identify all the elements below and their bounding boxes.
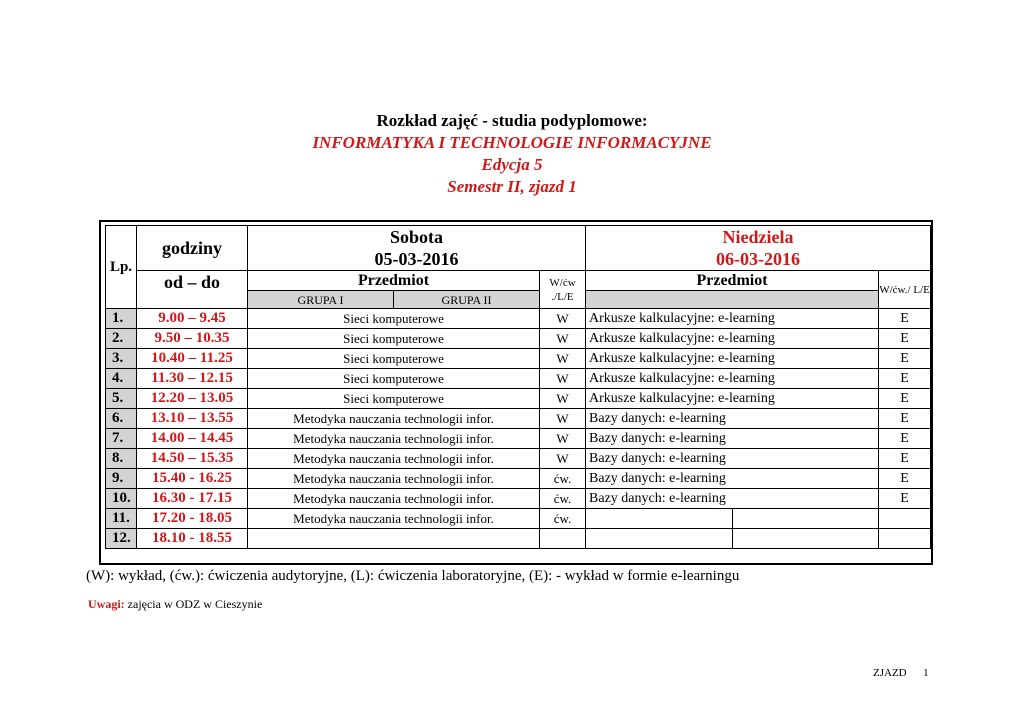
saturday-subject: Metodyka nauczania technologii infor.: [248, 469, 540, 489]
row-number: 3.: [106, 349, 137, 369]
page-number: 1: [923, 667, 929, 679]
sunday-type: E: [879, 409, 931, 429]
title-line: Rozkład zajęć - studia podyplomowe:: [376, 111, 648, 130]
row-number: 8.: [106, 449, 137, 469]
row-hours: 14.00 – 14.45: [137, 429, 248, 449]
edition: Edycja 5: [481, 155, 543, 174]
sunday-type: E: [879, 329, 931, 349]
sunday-type: E: [879, 449, 931, 469]
sunday-subject: Arkusze kalkulacyjne: e-learning: [586, 349, 879, 369]
group-1-header: GRUPA I: [248, 291, 394, 309]
saturday-type: W: [540, 449, 586, 469]
row-hours: 11.30 – 12.15: [137, 369, 248, 389]
saturday-type: W: [540, 389, 586, 409]
saturday-subject: Sieci komputerowe: [248, 349, 540, 369]
saturday-type: W: [540, 409, 586, 429]
saturday-type: W: [540, 349, 586, 369]
sunday-subject: [586, 509, 733, 529]
semester: Semestr II, zjazd 1: [447, 177, 577, 196]
saturday-type: [540, 529, 586, 549]
row-number: 6.: [106, 409, 137, 429]
table-row: [106, 469, 931, 489]
program-name: INFORMATYKA I TECHNOLOGIE INFORMACYJNE: [312, 133, 712, 152]
sunday-type: [879, 529, 931, 549]
sunday-subject: Bazy danych: e-learning: [586, 429, 879, 449]
sunday-subject: Arkusze kalkulacyjne: e-learning: [586, 369, 879, 389]
sunday-subject-extra: [733, 529, 879, 549]
sunday-type: E: [879, 389, 931, 409]
saturday-type: W: [540, 429, 586, 449]
table-row: [106, 389, 931, 409]
sunday-type: E: [879, 369, 931, 389]
saturday-type: ćw.: [540, 489, 586, 509]
saturday-subject: Metodyka nauczania technologii infor.: [248, 429, 540, 449]
table-row: [106, 309, 931, 329]
sunday-subject-header: Przedmiot: [586, 271, 879, 291]
row-number: 12.: [106, 529, 137, 549]
sunday-subject-extra: [733, 509, 879, 529]
sunday-subject: Arkusze kalkulacyjne: e-learning: [586, 389, 879, 409]
saturday-type: W: [540, 369, 586, 389]
sunday-type: E: [879, 349, 931, 369]
hours-header-line1: godziny: [137, 226, 248, 271]
saturday-type-header: W/ćw ./L/E: [540, 271, 586, 309]
saturday-date: 05-03-2016: [248, 248, 586, 271]
table-row: [106, 529, 931, 549]
row-hours: 14.50 – 15.35: [137, 449, 248, 469]
saturday-type: ćw.: [540, 469, 586, 489]
row-hours: 15.40 - 16.25: [137, 469, 248, 489]
row-hours: 9.00 – 9.45: [137, 309, 248, 329]
row-number: 9.: [106, 469, 137, 489]
row-number: 4.: [106, 369, 137, 389]
saturday-subject: Metodyka nauczania technologii infor.: [248, 509, 540, 529]
group-2-header: GRUPA II: [394, 291, 540, 309]
table-row: [106, 369, 931, 389]
saturday-day: Sobota: [248, 226, 586, 249]
sunday-type-header: W/ćw./ L/E: [879, 271, 931, 309]
notes-text: zajęcia w ODZ w Cieszynie: [127, 597, 263, 611]
saturday-subject: Metodyka nauczania technologii infor.: [248, 409, 540, 429]
row-number: 2.: [106, 329, 137, 349]
row-hours: 18.10 - 18.55: [137, 529, 248, 549]
table-row: [106, 429, 931, 449]
page-footer: [873, 667, 929, 679]
saturday-subject: Metodyka nauczania technologii infor.: [248, 489, 540, 509]
sunday-type: [879, 509, 931, 529]
row-hours: 9.50 – 10.35: [137, 329, 248, 349]
sunday-type: E: [879, 309, 931, 329]
schedule-table: [105, 225, 931, 549]
sunday-subject: [586, 529, 733, 549]
saturday-type: ćw.: [540, 509, 586, 529]
table-row: [106, 509, 931, 529]
hours-header-line2: od – do: [137, 271, 248, 309]
table-row: [106, 489, 931, 509]
table-row: [106, 409, 931, 429]
saturday-subject: [248, 529, 540, 549]
sunday-subject: Arkusze kalkulacyjne: e-learning: [586, 309, 879, 329]
lp-header: Lp.: [106, 226, 137, 309]
sunday-subject: Bazy danych: e-learning: [586, 409, 879, 429]
legend: (W): wykład, (ćw.): ćwiczenia audytoryjne, (L): ćwiczenia laboratoryjne, (E): - wykład w formie e-learningu: [86, 568, 740, 584]
notes: [88, 596, 262, 612]
document-header: [0, 110, 1024, 198]
row-number: 11.: [106, 509, 137, 529]
sunday-subject: Arkusze kalkulacyjne: e-learning: [586, 329, 879, 349]
saturday-type: W: [540, 309, 586, 329]
saturday-subject: Metodyka nauczania technologii infor.: [248, 449, 540, 469]
row-number: 7.: [106, 429, 137, 449]
row-hours: 17.20 - 18.05: [137, 509, 248, 529]
footer-label: ZJAZD: [873, 667, 907, 679]
row-number: 1.: [106, 309, 137, 329]
sunday-subject: Bazy danych: e-learning: [586, 489, 879, 509]
row-hours: 12.20 – 13.05: [137, 389, 248, 409]
row-number: 5.: [106, 389, 137, 409]
row-hours: 10.40 – 11.25: [137, 349, 248, 369]
sunday-date: 06-03-2016: [586, 248, 931, 271]
sunday-type: E: [879, 469, 931, 489]
saturday-subject: Sieci komputerowe: [248, 369, 540, 389]
sunday-subject: Bazy danych: e-learning: [586, 469, 879, 489]
sunday-type: E: [879, 429, 931, 449]
saturday-type: W: [540, 329, 586, 349]
row-hours: 13.10 – 13.55: [137, 409, 248, 429]
row-hours: 16.30 - 17.15: [137, 489, 248, 509]
sunday-day: Niedziela: [586, 226, 931, 249]
sunday-type: E: [879, 489, 931, 509]
saturday-subject: Sieci komputerowe: [248, 309, 540, 329]
row-number: 10.: [106, 489, 137, 509]
table-row: [106, 449, 931, 469]
table-row: [106, 329, 931, 349]
saturday-subject-header: Przedmiot: [248, 271, 540, 291]
table-row: [106, 349, 931, 369]
saturday-subject: Sieci komputerowe: [248, 329, 540, 349]
sunday-group-header: [586, 291, 879, 309]
sunday-subject: Bazy danych: e-learning: [586, 449, 879, 469]
saturday-subject: Sieci komputerowe: [248, 389, 540, 409]
notes-label: Uwagi:: [88, 597, 125, 611]
